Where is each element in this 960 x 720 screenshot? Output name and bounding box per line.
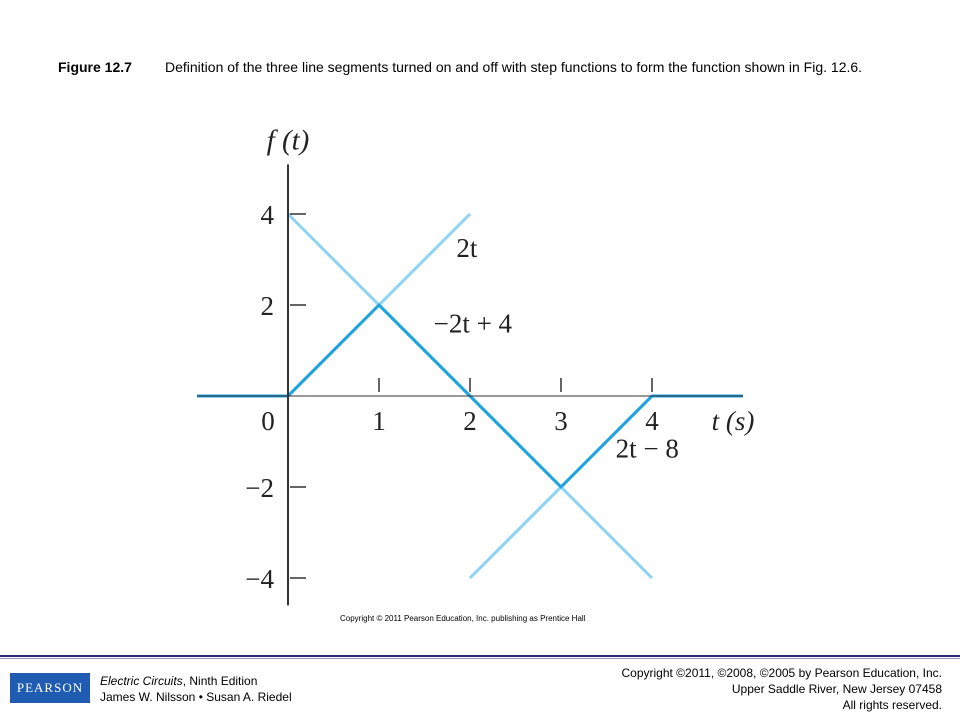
series-label: 2t (456, 233, 478, 264)
series-label: 2t − 8 (615, 433, 679, 464)
series-label: −2t + 4 (433, 308, 513, 339)
x-tick-label: 2 (463, 406, 477, 436)
y-tick-label: −4 (245, 564, 274, 594)
footer-divider (0, 655, 960, 657)
x-tick-label: 0 (261, 406, 275, 436)
y-tick-label: 2 (260, 291, 274, 321)
figure-caption-text: Definition of the three line segments turned on and off with step functions to form the function shown in Fig. 12.6. (165, 59, 863, 75)
y-tick-label: −2 (245, 473, 274, 503)
y-tick-label: 4 (260, 200, 274, 230)
copyright-line-3: All rights reserved. (842, 698, 942, 712)
x-tick-label: 1 (372, 406, 386, 436)
x-tick-label: 3 (554, 406, 568, 436)
y-axis-label: f (t) (266, 124, 310, 157)
copyright-line-2: Upper Saddle River, New Jersey 07458 (731, 682, 942, 696)
book-authors: James W. Nilsson • Susan A. Riedel (100, 690, 292, 704)
x-axis-label: t (s) (711, 406, 755, 436)
publisher-copyright (621, 665, 942, 713)
book-title: Electric Circuits (100, 674, 183, 688)
book-info (100, 673, 292, 705)
figure-label: Figure 12.7 (58, 59, 132, 75)
pearson-logo: PEARSON (10, 673, 90, 703)
copyright-line-1: Copyright ©2011, ©2008, ©2005 by Pearson Education, Inc. (621, 666, 942, 680)
x-tick-label: 4 (645, 406, 659, 436)
footer-divider-thin (0, 658, 960, 659)
plot-copyright: Copyright © 2011 Pearson Education, Inc. publishing as Prentice Hall (340, 614, 586, 623)
book-edition: , Ninth Edition (182, 674, 258, 688)
